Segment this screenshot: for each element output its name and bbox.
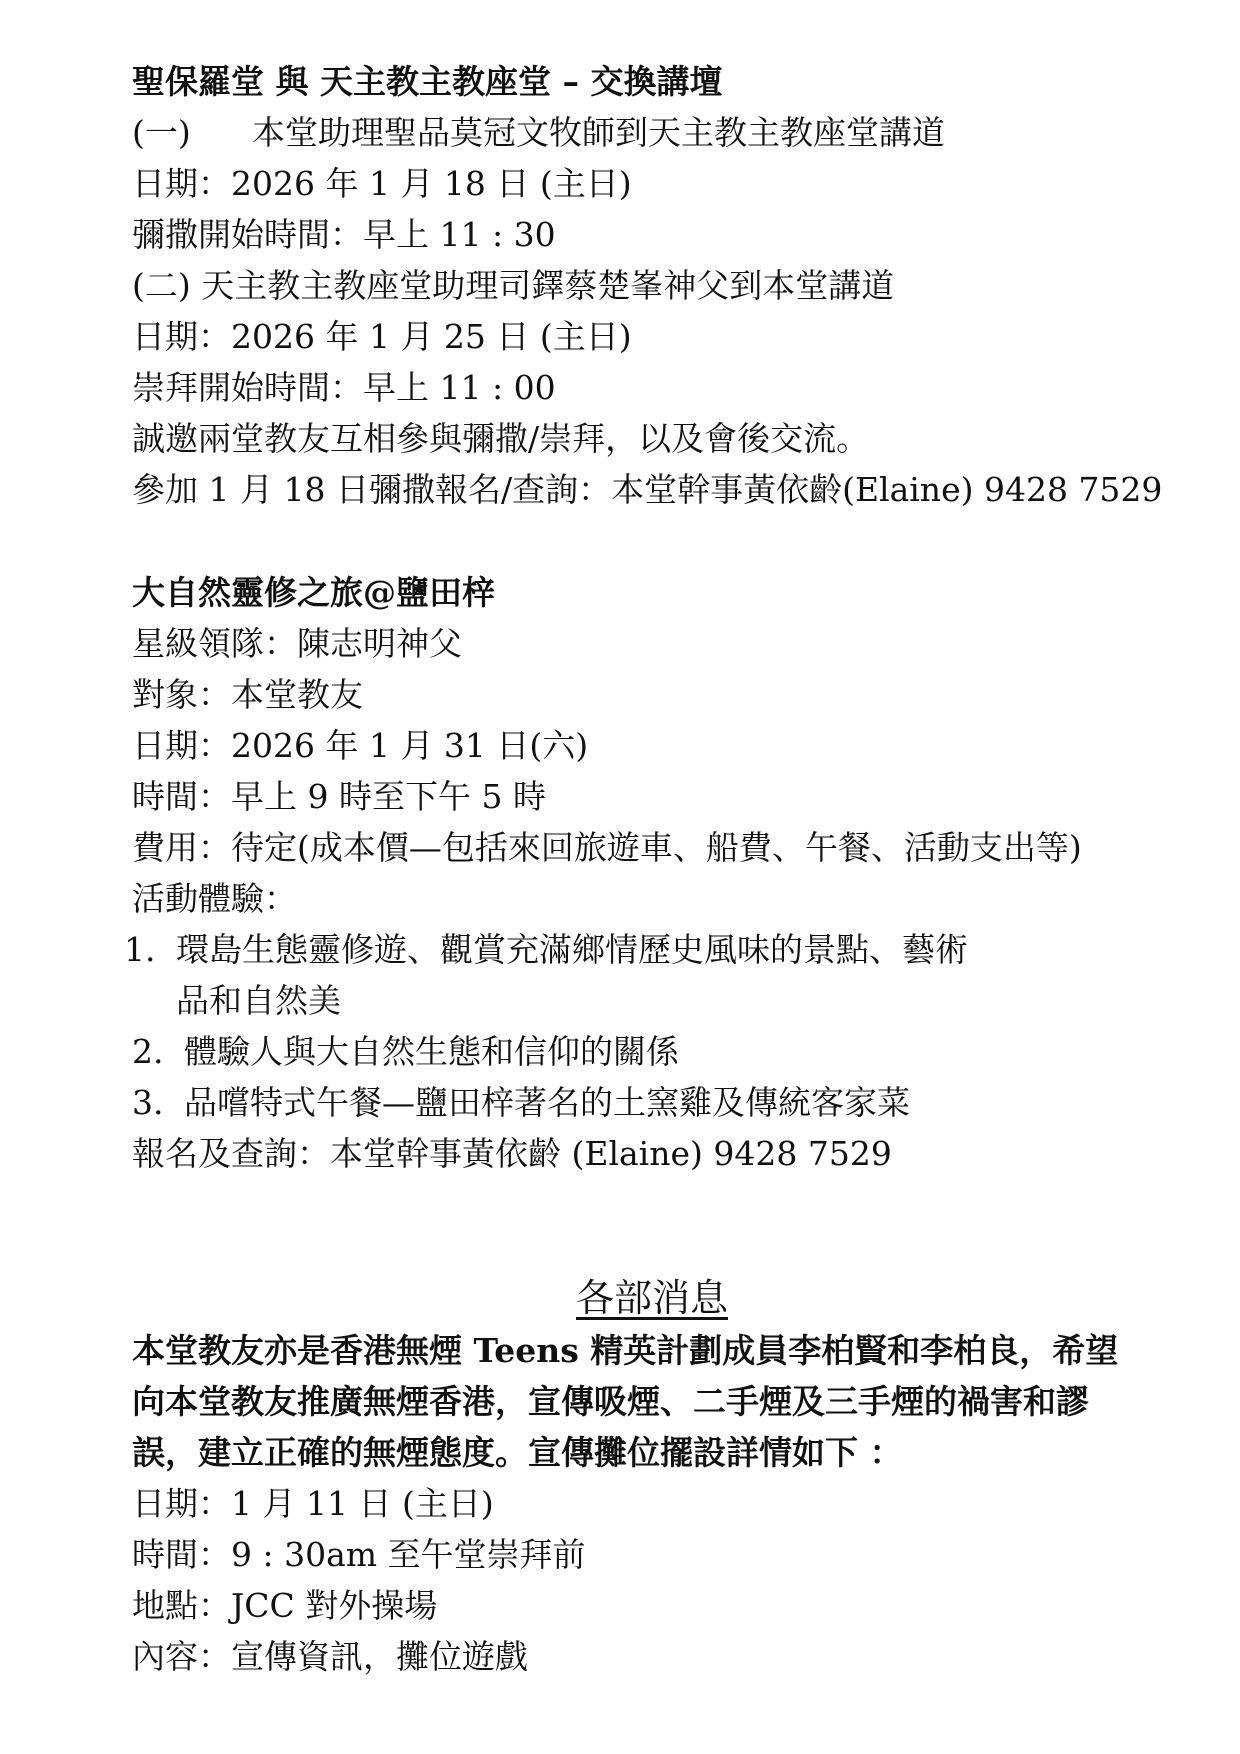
activity-number: 3.: [132, 1083, 164, 1122]
activity-list-item: [132, 1026, 1132, 1077]
retreat-target: 對象：本堂教友: [132, 675, 363, 714]
exchange-item-2-date: 日期：2026 年 1 月 25 日 (主日): [132, 317, 632, 356]
bulletin-page: [124, 56, 1163, 1682]
retreat-activities-label: 活動體驗：: [132, 879, 297, 918]
exchange-item-1-time: 彌撒開始時間：早上 11 : 30: [132, 215, 556, 254]
section-spacer: [132, 515, 1132, 567]
exchange-registration: 參加 1 月 18 日彌撒報名/查詢：本堂幹事黃依齡(Elaine) 9428 7529: [132, 470, 1163, 509]
retreat-date: 日期：2026 年 1 月 31 日(六): [132, 726, 589, 765]
activity-list-item: [124, 924, 1132, 1026]
booth-content: 內容：宣傳資訊，攤位遊戲: [132, 1637, 528, 1676]
activity-number: 2.: [132, 1032, 164, 1071]
smoke-free-intro: 本堂教友亦是香港無煙 Teens 精英計劃成員李柏賢和李柏良，希望向本堂教友推廣無煙香港，宣傳吸煙、二手煙及三手煙的禍害和謬誤，建立正確的無煙態度。宣傳攤位擺設詳情如下 ：: [132, 1331, 1119, 1472]
section-spacer: [132, 1179, 1132, 1271]
nature-retreat-title: 大自然靈修之旅@鹽田梓: [132, 573, 495, 612]
booth-place: 地點：JCC 對外操場: [132, 1586, 438, 1625]
booth-date: 日期：1 月 11 日 (主日): [132, 1484, 494, 1523]
retreat-fee: 費用：待定(成本價—包括來回旅遊車、船費、午餐、活動支出等): [132, 828, 1082, 867]
activity-number: 1.: [124, 930, 156, 969]
exchange-item-1-number: (一): [132, 113, 191, 152]
department-news-section: [132, 1271, 1132, 1682]
exchange-item-1-date: 日期：2026 年 1 月 18 日 (主日): [132, 164, 632, 203]
department-news-heading: 各部消息: [575, 1276, 728, 1320]
exchange-item-1-text: 本堂助理聖品莫冠文牧師到天主教主教座堂講道: [252, 113, 945, 152]
activity-list-item: [132, 1077, 1132, 1128]
retreat-leader: 星級領隊：陳志明神父: [132, 624, 462, 663]
pulpit-exchange-title: 聖保羅堂 與 天主教主教座堂 – 交換講壇: [132, 62, 723, 101]
exchange-invitation: 誠邀兩堂教友互相參與彌撒/崇拜，以及會後交流。: [132, 419, 870, 458]
activity-text: 環島生態靈修遊、觀賞充滿鄉情歷史風味的景點、藝術品和自然美: [176, 930, 968, 1020]
activity-text: 體驗人與大自然生態和信仰的關係: [184, 1032, 679, 1071]
exchange-item-2: (二) 天主教主教座堂助理司鐸蔡楚峯神父到本堂講道: [132, 266, 895, 305]
exchange-item-2-time: 崇拜開始時間：早上 11 : 00: [132, 368, 556, 407]
retreat-registration: 報名及查詢：本堂幹事黃依齡 (Elaine) 9428 7529: [132, 1134, 892, 1173]
exchange-item-1: [132, 107, 1132, 158]
nature-retreat-section: [124, 567, 1132, 1179]
pulpit-exchange-section: [132, 56, 1163, 515]
activity-text: 品嚐特式午餐—鹽田梓著名的土窯雞及傳統客家菜: [184, 1083, 910, 1122]
booth-time: 時間：9 : 30am 至午堂崇拜前: [132, 1535, 586, 1574]
retreat-time: 時間：早上 9 時至下午 5 時: [132, 777, 546, 816]
